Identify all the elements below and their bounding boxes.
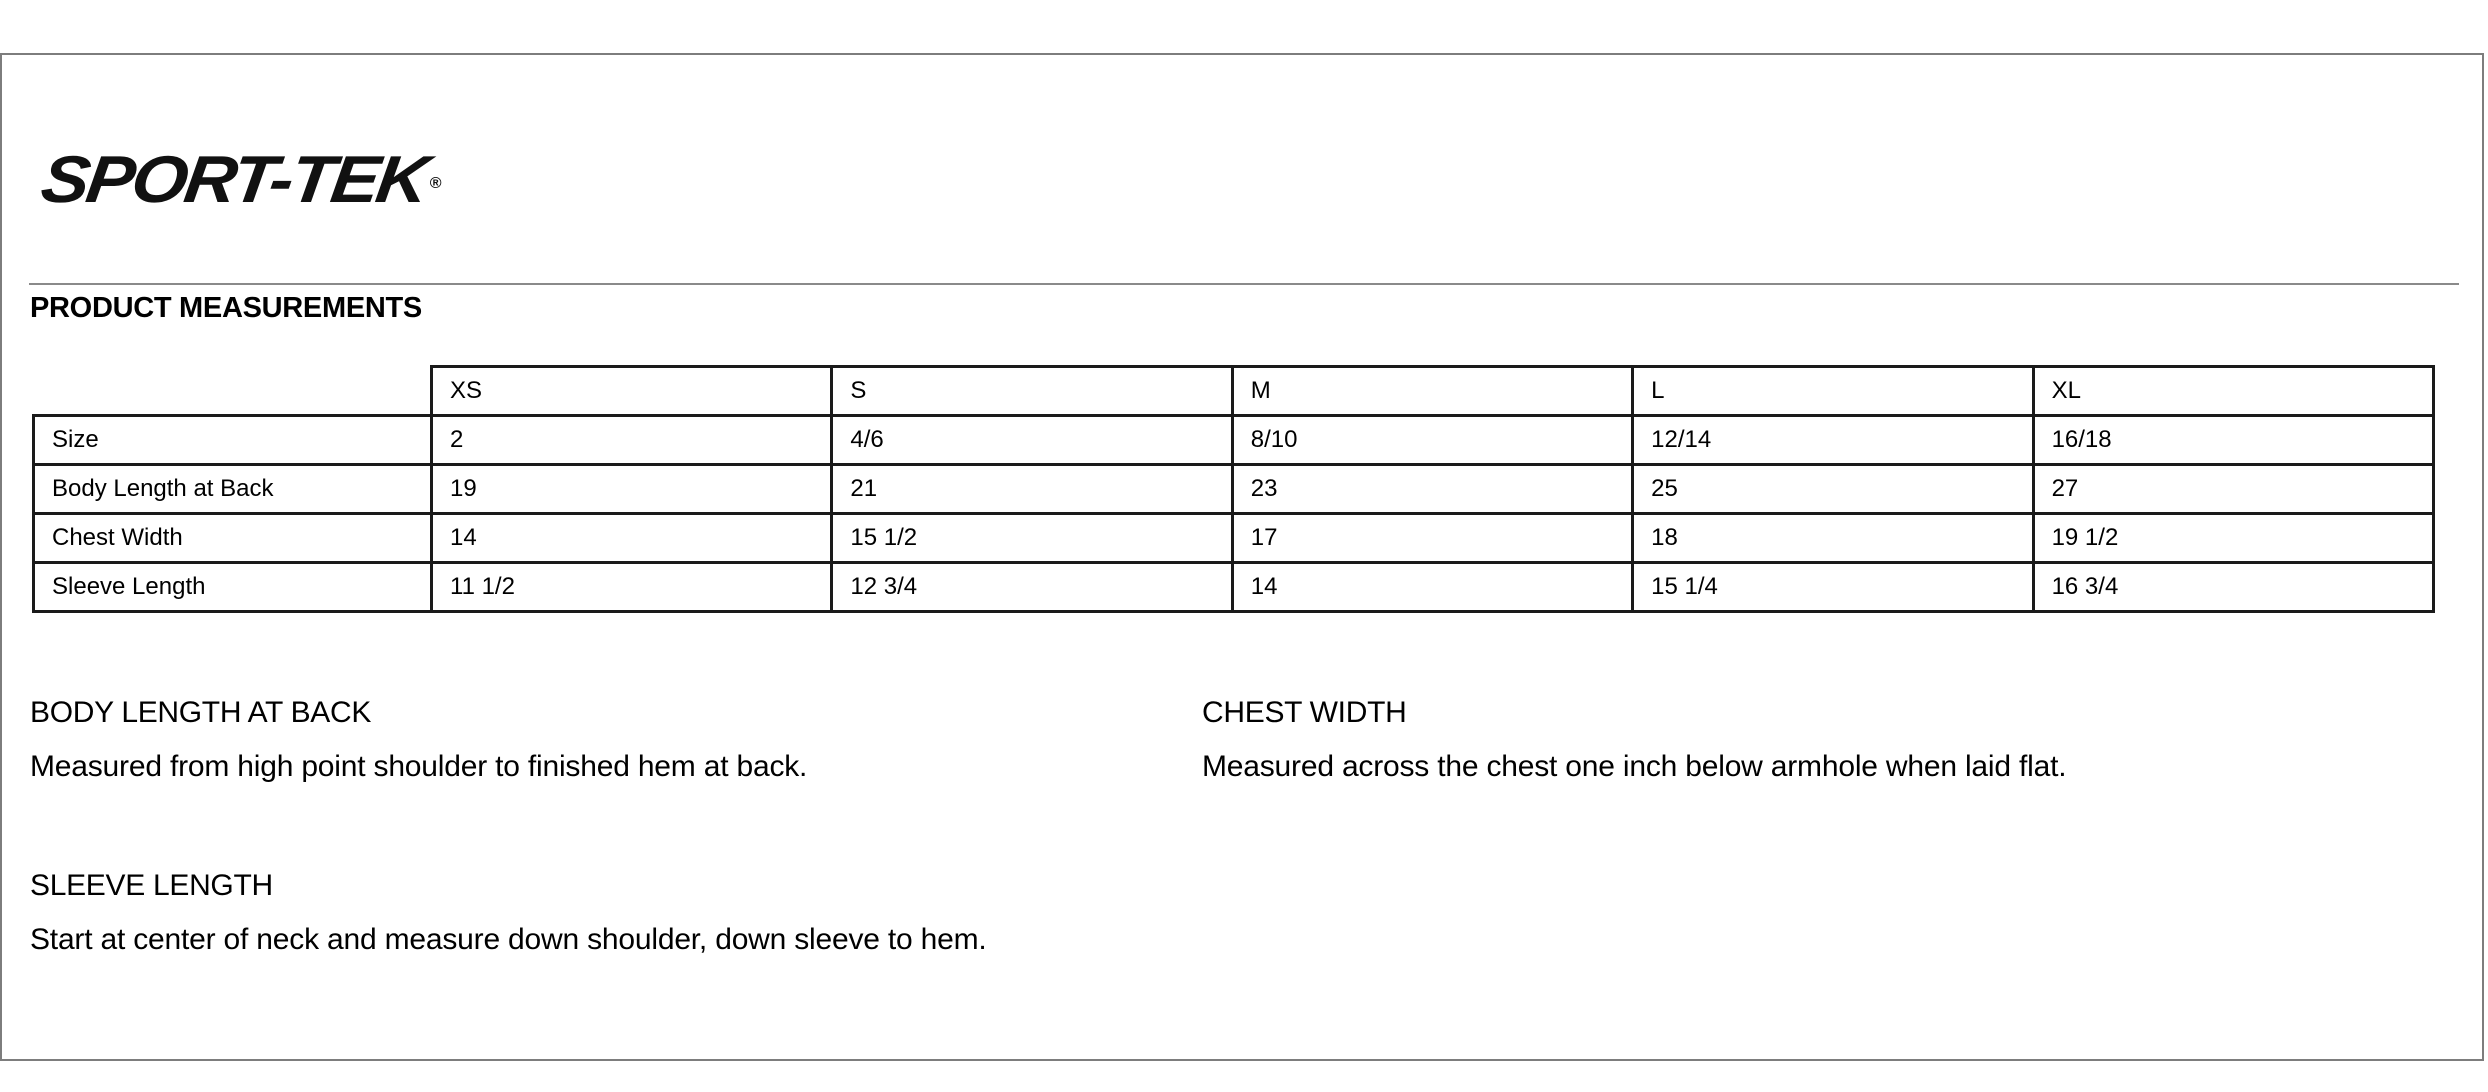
- table-cell: 18: [1633, 514, 2033, 563]
- table-cell: 27: [2033, 465, 2433, 514]
- table-cell: 15 1/2: [832, 514, 1232, 563]
- table-cell: 23: [1232, 465, 1632, 514]
- column-header: L: [1633, 367, 2033, 416]
- table-cell: 16 3/4: [2033, 563, 2433, 612]
- row-label: Size: [34, 416, 432, 465]
- table-cell: 19 1/2: [2033, 514, 2433, 563]
- column-header: XS: [432, 367, 832, 416]
- table-cell: 16/18: [2033, 416, 2433, 465]
- table-row: [34, 563, 2434, 612]
- table-cell: 2: [432, 416, 832, 465]
- sleeve-length-text: Start at center of neck and measure down shoulder, down sleeve to hem.: [30, 923, 987, 956]
- table-cell: 12 3/4: [832, 563, 1232, 612]
- chest-width-heading: CHEST WIDTH: [1202, 696, 1407, 729]
- row-label: Sleeve Length: [34, 563, 432, 612]
- table-cell: 12/14: [1633, 416, 2033, 465]
- column-header: M: [1232, 367, 1632, 416]
- table-cell: 25: [1633, 465, 2033, 514]
- row-label: Chest Width: [34, 514, 432, 563]
- measurements-table: [32, 365, 2435, 613]
- body-length-text: Measured from high point shoulder to finished hem at back.: [30, 750, 808, 783]
- table-row: [34, 416, 2434, 465]
- table-cell: 8/10: [1232, 416, 1632, 465]
- table-cell: 19: [432, 465, 832, 514]
- table-cell: 4/6: [832, 416, 1232, 465]
- table-cell: 11 1/2: [432, 563, 832, 612]
- header-divider: [29, 283, 2459, 285]
- table-corner-cell: [34, 367, 432, 416]
- row-label: Body Length at Back: [34, 465, 432, 514]
- table-cell: 14: [1232, 563, 1632, 612]
- table-cell: 17: [1232, 514, 1632, 563]
- column-header: S: [832, 367, 1232, 416]
- column-header: XL: [2033, 367, 2433, 416]
- table-cell: 21: [832, 465, 1232, 514]
- table-cell: 15 1/4: [1633, 563, 2033, 612]
- table-header-row: [34, 367, 2434, 416]
- brand-logo-text: SPORT-TEK: [36, 143, 431, 217]
- brand-logo: [36, 140, 442, 220]
- chest-width-text: Measured across the chest one inch below armhole when laid flat.: [1202, 750, 2067, 783]
- table-row: [34, 514, 2434, 563]
- table-cell: 14: [432, 514, 832, 563]
- sleeve-length-heading: SLEEVE LENGTH: [30, 869, 273, 902]
- body-length-heading: BODY LENGTH AT BACK: [30, 696, 372, 729]
- section-title: PRODUCT MEASUREMENTS: [30, 292, 422, 324]
- registered-mark: ®: [429, 175, 442, 192]
- table-row: [34, 465, 2434, 514]
